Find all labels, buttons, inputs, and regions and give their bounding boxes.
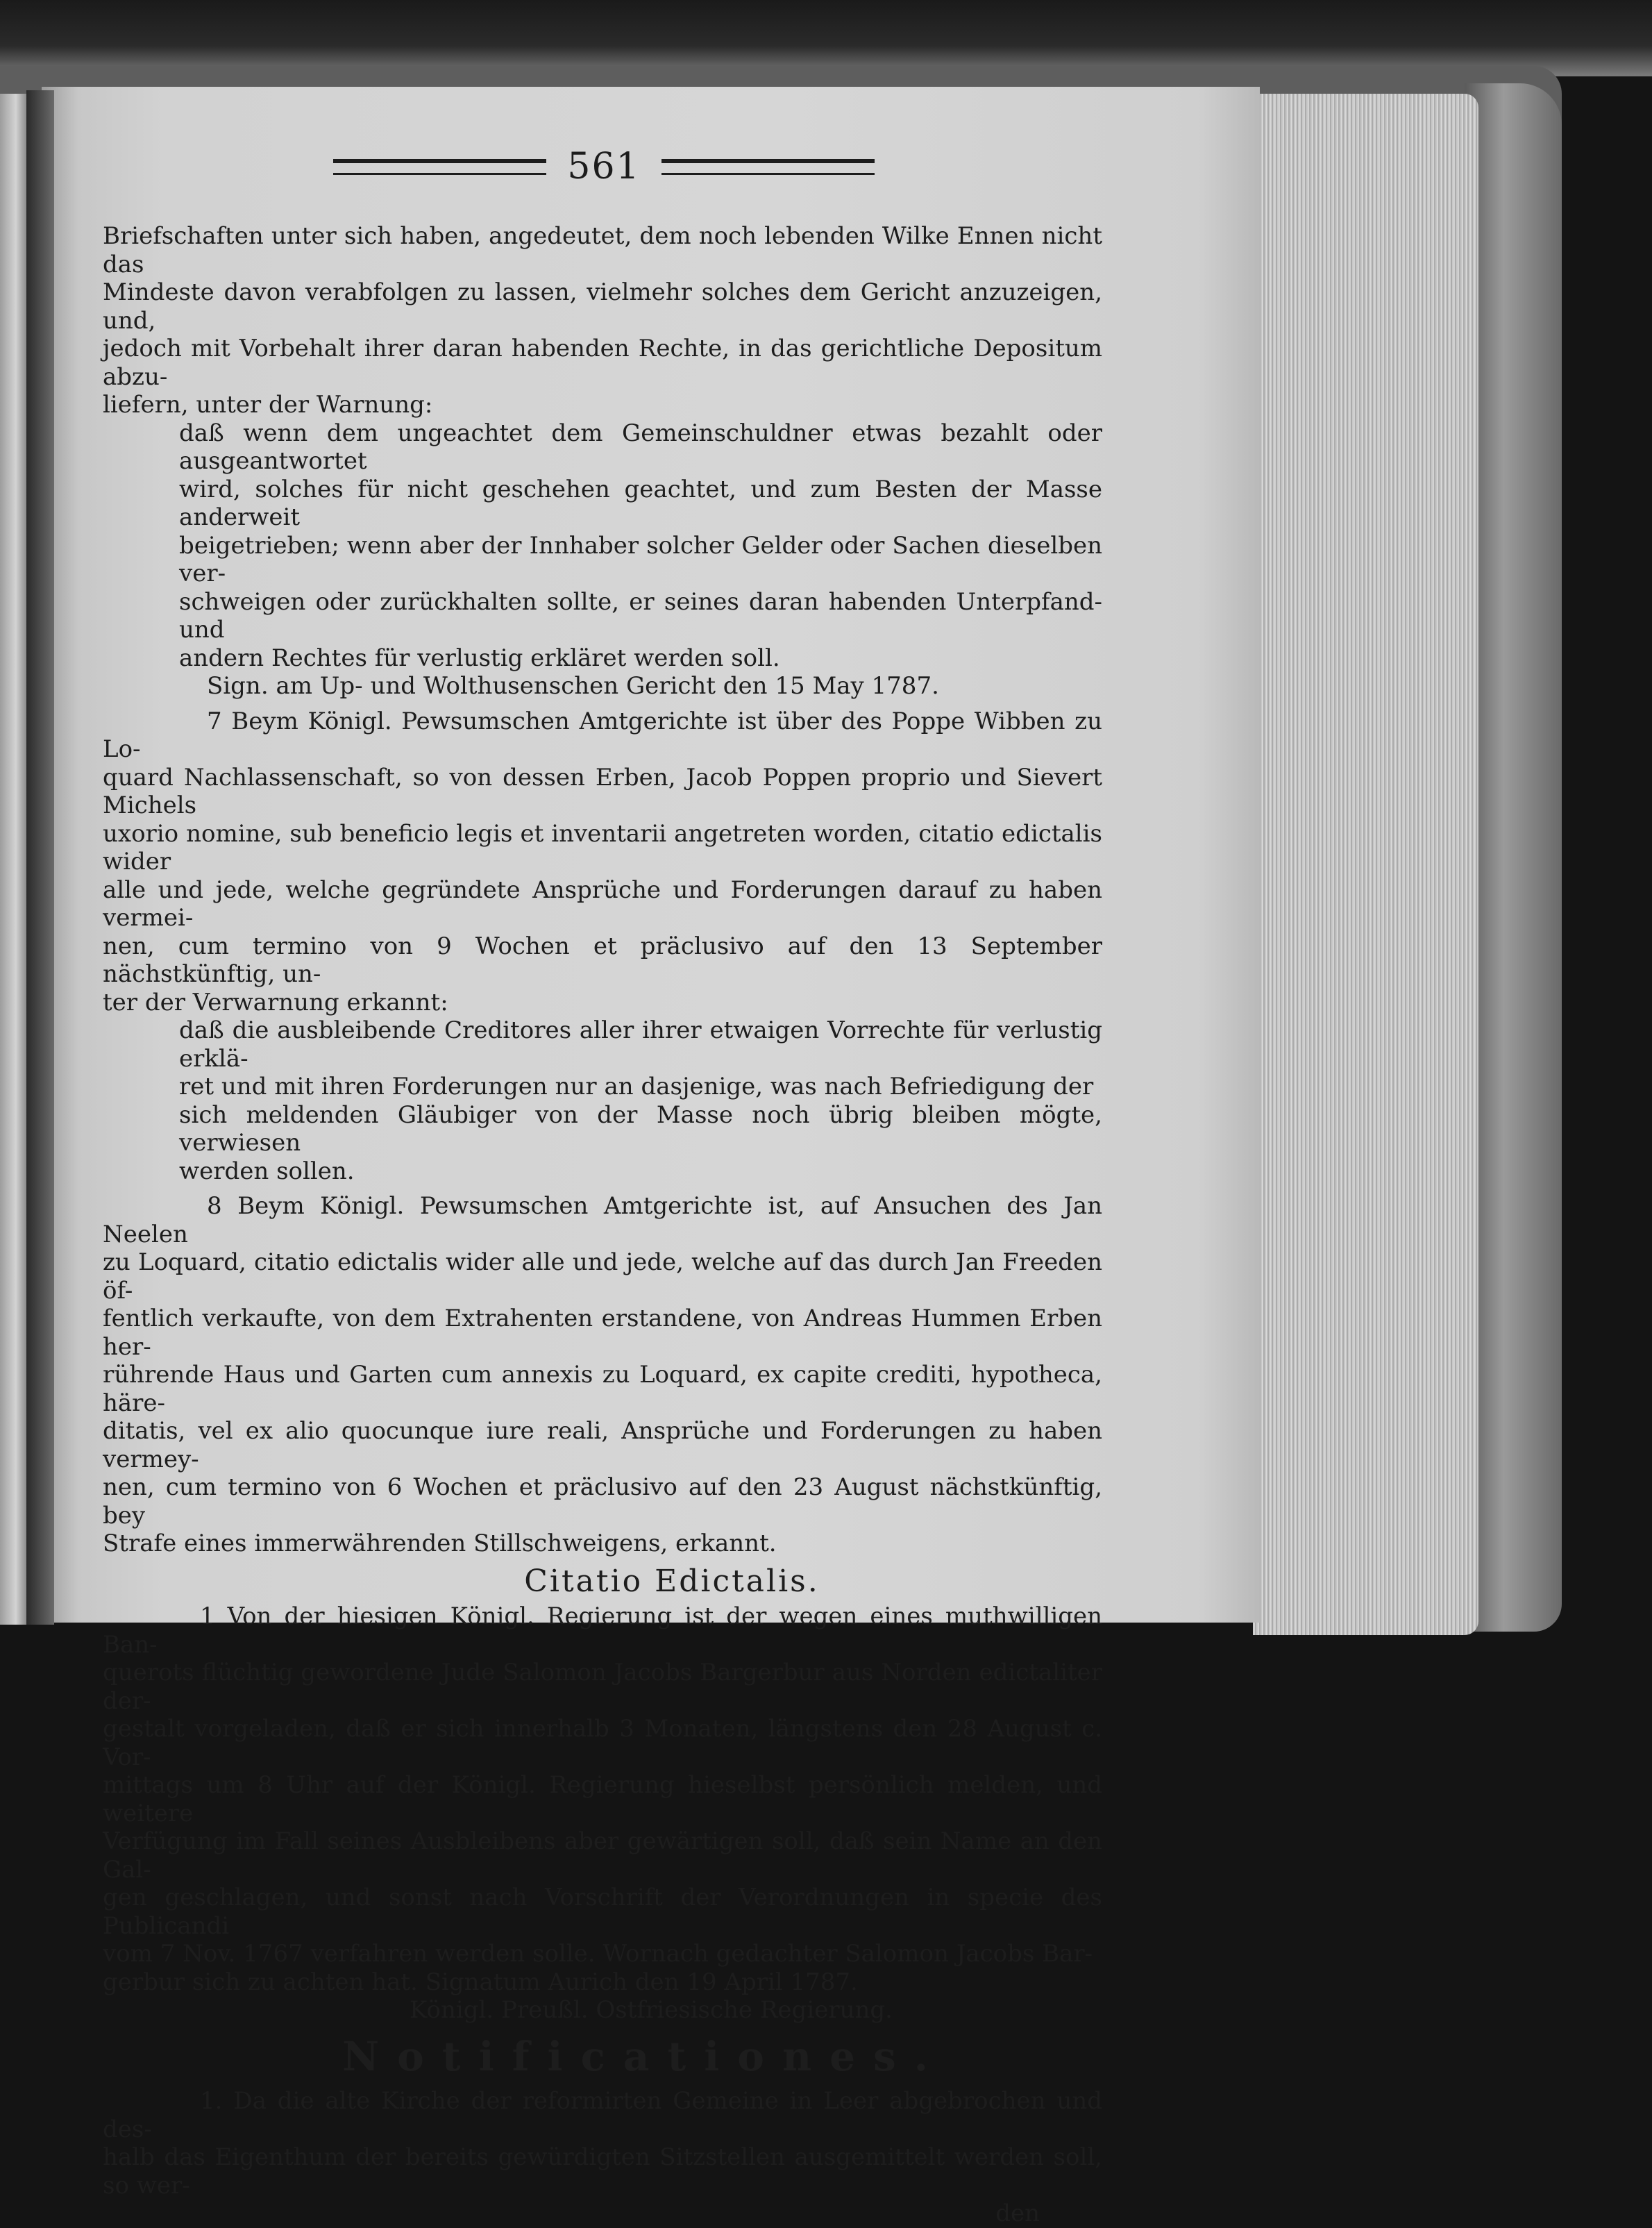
text-line: 7 Beym Königl. Pewsumschen Amtgerichte ist über des Poppe Wibben zu Lo- (103, 707, 1102, 763)
text-line: alle und jede, welche gegründete Ansprüche und Forderungen darauf zu haben vermei- (103, 876, 1102, 932)
page-number: 561 (567, 146, 641, 187)
paragraph-8 (103, 1192, 1102, 1558)
paragraph-notification-1 (103, 2087, 1102, 2200)
text-line: uxorio nomine, sub beneficio legis et inventarii angetreten worden, citatio edictalis wider (103, 819, 1102, 876)
text-line: daß wenn dem ungeachtet dem Gemeinschuldner etwas bezahlt oder ausgeantwortet (179, 419, 1102, 475)
warning-block (179, 419, 1102, 673)
text-line: Strafe eines immerwährenden Stillschweigens, erkannt. (103, 1530, 777, 1557)
text-line: wird, solches für nicht geschehen geachtet, und zum Besten der Masse anderweit (179, 475, 1102, 531)
text-line: andern Rechtes für verlustig erkläret werden soll. (179, 644, 780, 672)
text-line: nen, cum termino von 6 Wochen et präclusivo auf den 23 August nächstkünftig, bey (103, 1473, 1102, 1530)
text-line: schweigen oder zurückhalten sollte, er seines daran habenden Unterpfand- und (179, 587, 1102, 644)
header-rule-left (333, 159, 546, 175)
page-gutter (26, 90, 54, 1625)
text-line: mittags um 8 Uhr auf der Königl. Regierung hieselbst persönlich melden, und weitere (103, 1771, 1102, 1827)
text-line: 1 Von der hiesigen Königl. Regierung ist der wegen eines muthwilligen Ban- (103, 1602, 1102, 1659)
authority-signature: Königl. Preußl. Ostfriesische Regierung. (410, 1996, 893, 2024)
page-text (103, 222, 1102, 2228)
text-line: werden sollen. (179, 1157, 355, 1185)
text-line: daß die ausbleibende Creditores aller ihrer etwaigen Vorrechte für verlustig erklä- (179, 1016, 1102, 1073)
text-line: beigetrieben; wenn aber der Innhaber solcher Gelder oder Sachen dieselben ver- (179, 531, 1102, 587)
text-line: ter der Verwarnung erkannt: (103, 988, 448, 1016)
paragraph-citatio-1 (103, 1602, 1102, 1996)
header-rule-right (661, 159, 875, 175)
section-heading-notificationes: Notificationes. (342, 2032, 946, 2080)
warning-block (179, 1016, 1102, 1185)
book-spine-edge (1465, 83, 1562, 1632)
text-line: halb das Eigenthum der bereits gewürdigten Sitzstellen ausgemittelt werden soll, so wer- (103, 2143, 1102, 2200)
text-line: 1. Da die alte Kirche der reformirten Gemeine in Leer abgebrochen und des- (103, 2087, 1102, 2143)
left-page-edge (0, 94, 26, 1625)
text-line: Briefschaften unter sich haben, angedeutet, dem noch lebenden Wilke Ennen nicht das (103, 222, 1102, 278)
text-line: Mindeste davon verabfolgen zu lassen, vielmehr solches dem Gericht anzuzeigen, und, (103, 278, 1102, 335)
section-heading-citatio: Citatio Edictalis. (524, 1563, 820, 1599)
text-line: Verfügung im Fall seines Ausbleibens aber gewärtigen soll, daß sein Name an den Gal- (103, 1827, 1102, 1884)
text-line: vom 7 Nov. 1767 verfahren werden solle. Wornach gedachter Salomon Jacobs Bar- (103, 1940, 1093, 1968)
signature-line: Sign. am Up- und Wolthusenschen Gericht den 15 May 1787. (207, 672, 939, 700)
page-edges (1253, 94, 1478, 1635)
scan-background-top (0, 0, 1652, 76)
page-header (333, 142, 875, 191)
text-line: nen, cum termino von 9 Wochen et präclusivo auf den 13 September nächstkünftig, un- (103, 932, 1102, 988)
text-line: rührende Haus und Garten cum annexis zu Loquard, ex capite crediti, hypotheca, häre- (103, 1361, 1102, 1417)
text-line: zu Loquard, citatio edictalis wider alle und jede, welche auf das durch Jan Freeden öf- (103, 1248, 1102, 1305)
text-line: 8 Beym Königl. Pewsumschen Amtgerichte ist, auf Ansuchen des Jan Neelen (103, 1192, 1102, 1248)
catchword: den (995, 2200, 1040, 2227)
text-line: fentlich verkaufte, von dem Extrahenten erstandene, von Andreas Hummen Erben her- (103, 1305, 1102, 1361)
text-line: sich meldenden Gläubiger von der Masse noch übrig bleiben mögte, verwiesen (179, 1100, 1102, 1157)
text-line: ret und mit ihren Forderungen nur an dasjenige, was nach Befriedigung der (179, 1073, 1094, 1100)
text-line: jedoch mit Vorbehalt ihrer daran habenden Rechte, in das gerichtliche Depositum abzu- (103, 335, 1102, 391)
text-line: gen geschlagen, und sonst nach Vorschrift der Verordnungen in specie des Publicandi (103, 1884, 1102, 1940)
text-line: querots flüchtig gewordene Jude Salomon Jacobs Bargerbur aus Norden edictaliter der- (103, 1659, 1102, 1715)
paragraph-7 (103, 707, 1102, 1017)
text-line: ditatis, vel ex alio quocunque iure reali, Ansprüche und Forderungen zu haben vermey- (103, 1417, 1102, 1473)
text-line: gestalt vorgeladen, daß er sich innerhalb 3 Monaten, längstens den 28 August c. Vor- (103, 1715, 1102, 1771)
text-line: quard Nachlassenschaft, so von dessen Erben, Jacob Poppen proprio und Sievert Michels (103, 763, 1102, 819)
text-line: gerbur sich zu achten hat. Signatum Aurich den 19 April 1787. (103, 1968, 858, 1996)
paragraph-intro (103, 222, 1102, 419)
text-line: liefern, unter der Warnung: (103, 391, 433, 419)
